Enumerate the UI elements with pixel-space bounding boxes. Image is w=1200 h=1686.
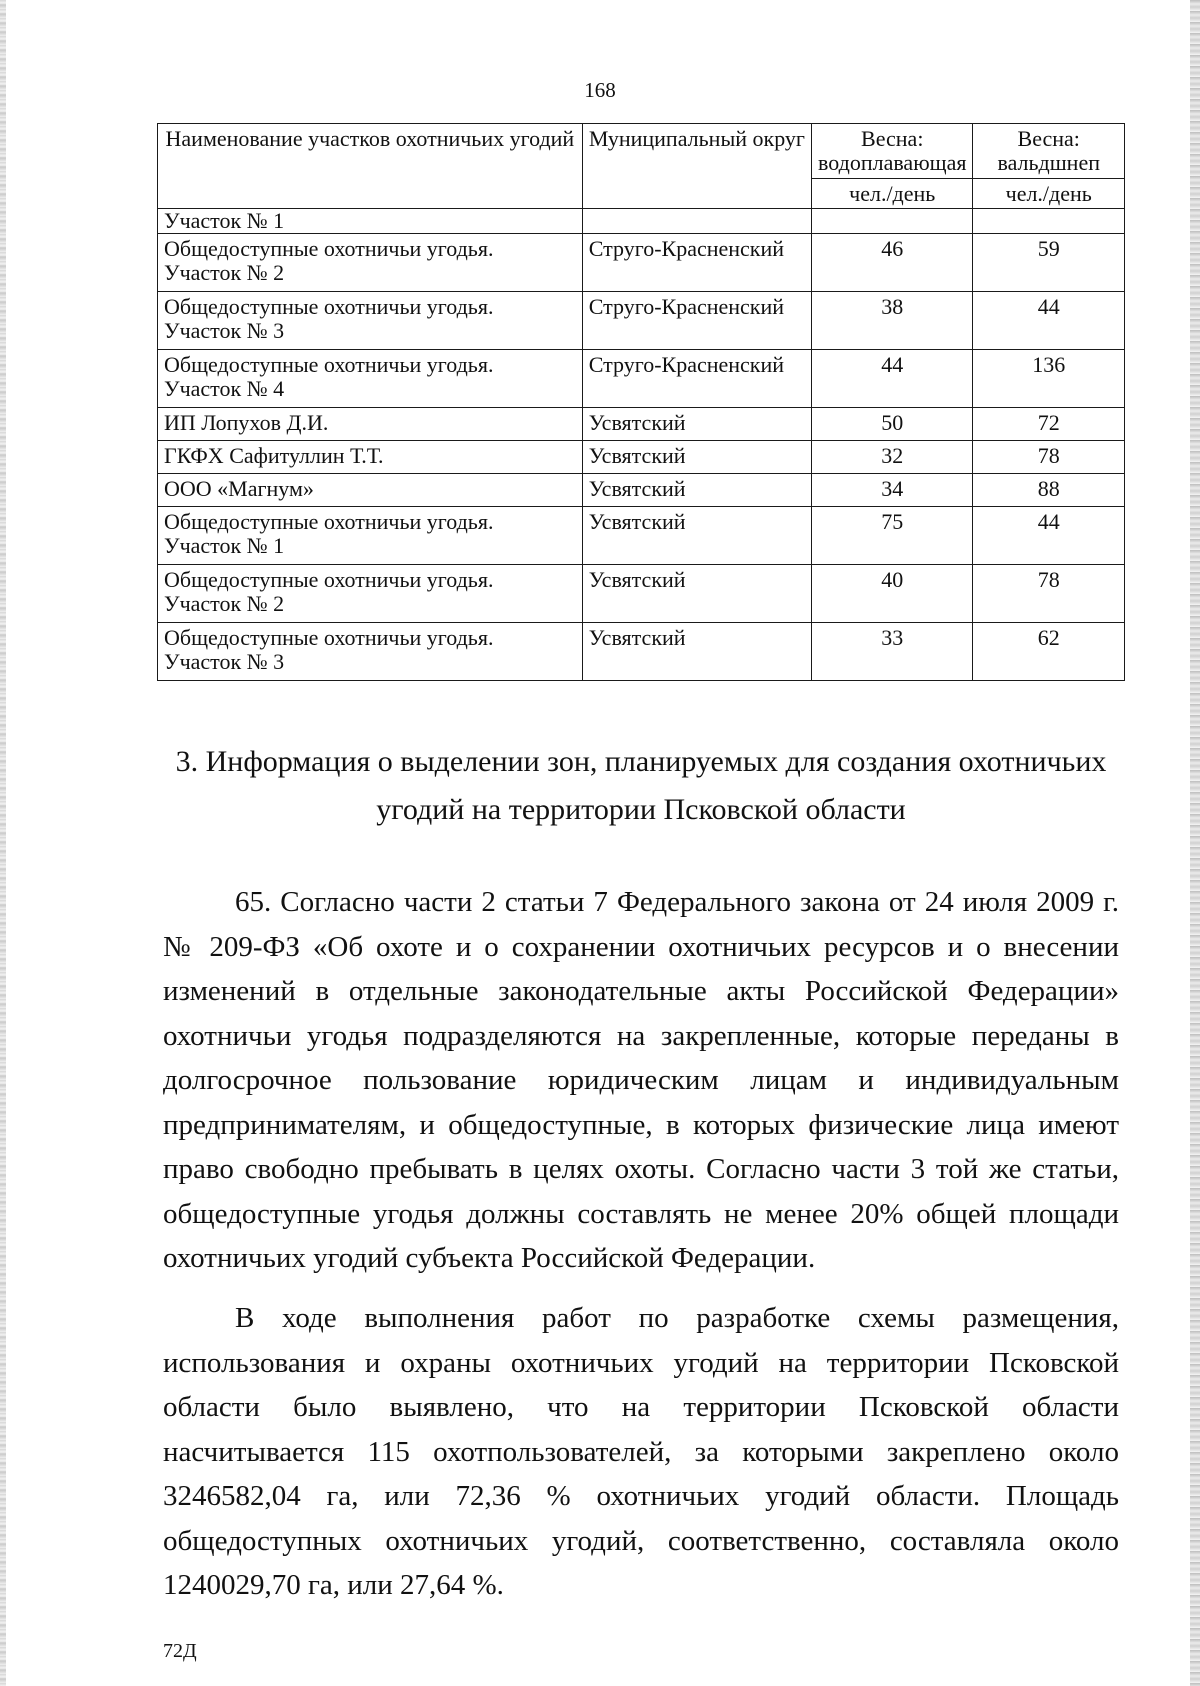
- row-waterfowl: 34: [812, 474, 973, 507]
- table-row: [158, 474, 1125, 507]
- row-name-line1: Общедоступные охотничьи угодья.: [164, 567, 494, 592]
- paragraph-survey-results: В ходе выполнения работ по разработке схемы размещения, использования и охраны охотничьих угодий на территории Псковской области было выявлено, что на территории Псковской области насчитывается 115 охотпользователей, за которыми закреплено около 3246582,04 га, или 72,36 % охотничьих угодий области. Площадь общедоступных охотничьих угодий, соответственно, составляла около 1240029,70 га, или 27,64 %.: [163, 1302, 1119, 1601]
- row-waterfowl: 50: [812, 408, 973, 441]
- continuation-empty-cell: [582, 209, 811, 234]
- row-woodcock: 72: [973, 408, 1125, 441]
- row-district: Усвятский: [582, 507, 811, 565]
- section-heading: [157, 738, 1125, 834]
- row-waterfowl: 44: [812, 350, 973, 408]
- row-woodcock: 88: [973, 474, 1125, 507]
- row-name-line1: Общедоступные охотничьи угодья.: [164, 294, 494, 319]
- row-woodcock: 136: [973, 350, 1125, 408]
- unit-woodcock: чел./день: [973, 178, 1125, 209]
- row-waterfowl: 40: [812, 565, 973, 623]
- row-name-line2: Участок № 3: [164, 648, 285, 674]
- row-name-line1: Общедоступные охотничьи угодья.: [164, 509, 494, 534]
- header-name: Наименование участков охотничьих угодий: [158, 124, 583, 209]
- page-number: 168: [584, 78, 616, 102]
- row-district: Усвятский: [582, 623, 811, 681]
- row-waterfowl: 38: [812, 292, 973, 350]
- section-heading-line1: 3. Информация о выделении зон, планируемых для создания охотничьих: [175, 745, 1107, 778]
- header-district: Муниципальный округ: [582, 124, 811, 209]
- header-spring-woodcock: Весна: вальдшнеп: [973, 124, 1125, 179]
- table-row: [158, 623, 1125, 681]
- row-name-line1: Общедоступные охотничьи угодья.: [164, 236, 494, 261]
- table-row: [158, 507, 1125, 565]
- row-name-line2: Участок № 4: [164, 375, 285, 401]
- row-district: Усвятский: [582, 474, 811, 507]
- row-name: ИП Лопухов Д.И.: [158, 408, 583, 441]
- row-district: Усвятский: [582, 565, 811, 623]
- paragraph-65: 65. Согласно части 2 статьи 7 Федерального закона от 24 июля 2009 г. № 209-ФЗ «Об охоте и о сохранении охотничьих ресурсов и о внесении изменений в отдельные законодательные акты Российской Федерации» охотничьи угодья подразделяются на закрепленные, которые переданы в долгосрочное пользование юридическим лицам и индивидуальным предпринимателям, и общедоступные, в которых физические лица имеют право свободно пребывать в целях охоты. Согласно части 3 той же статьи, общедоступные угодья должны составлять не менее 20% общей площади охотничьих угодий субъекта Российской Федерации.: [163, 886, 1119, 1274]
- row-name-line2: Участок № 3: [164, 317, 285, 343]
- row-name: [158, 234, 583, 292]
- row-woodcock: 44: [973, 292, 1125, 350]
- unit-waterfowl: чел./день: [812, 178, 973, 209]
- row-waterfowl: 32: [812, 441, 973, 474]
- row-name: [158, 507, 583, 565]
- row-district: Усвятский: [582, 408, 811, 441]
- row-waterfowl: 33: [812, 623, 973, 681]
- row-district: Струго-Красненский: [582, 350, 811, 408]
- row-name: [158, 623, 583, 681]
- table-row: [158, 441, 1125, 474]
- row-name-line1: Общедоступные охотничьи угодья.: [164, 625, 494, 650]
- row-woodcock: 62: [973, 623, 1125, 681]
- scan-edge-left: [0, 0, 6, 1686]
- row-name: [158, 292, 583, 350]
- table-row: [158, 350, 1125, 408]
- row-name: ГКФХ Сафитуллин Т.Т.: [158, 441, 583, 474]
- table-header-row: [158, 124, 1125, 179]
- row-waterfowl: 75: [812, 507, 973, 565]
- scan-edge-right: [1190, 0, 1200, 1686]
- hunting-grounds-table: [157, 123, 1125, 681]
- section-heading-line2: угодий на территории Псковской области: [376, 793, 906, 826]
- row-district: Усвятский: [582, 441, 811, 474]
- continuation-name: Участок № 1: [158, 209, 583, 234]
- table-row: [158, 234, 1125, 292]
- row-name: ООО «Магнум»: [158, 474, 583, 507]
- continuation-empty-cell: [812, 209, 973, 234]
- row-name-line2: Участок № 2: [164, 259, 285, 285]
- row-name-line2: Участок № 1: [164, 532, 285, 558]
- row-name-line1: Общедоступные охотничьи угодья.: [164, 352, 494, 377]
- table-row-continuation: [158, 209, 1125, 234]
- row-district: Струго-Красненский: [582, 292, 811, 350]
- row-name-line2: Участок № 2: [164, 590, 285, 616]
- row-woodcock: 78: [973, 565, 1125, 623]
- row-district: Струго-Красненский: [582, 234, 811, 292]
- header-spring-waterfowl: Весна: водоплавающая: [812, 124, 973, 179]
- row-waterfowl: 46: [812, 234, 973, 292]
- continuation-empty-cell: [973, 209, 1125, 234]
- footer-document-code: 72Д: [163, 1640, 197, 1662]
- row-woodcock: 59: [973, 234, 1125, 292]
- row-name: [158, 565, 583, 623]
- row-woodcock: 78: [973, 441, 1125, 474]
- row-name: [158, 350, 583, 408]
- table-row: [158, 408, 1125, 441]
- row-woodcock: 44: [973, 507, 1125, 565]
- table-row: [158, 292, 1125, 350]
- table-row: [158, 565, 1125, 623]
